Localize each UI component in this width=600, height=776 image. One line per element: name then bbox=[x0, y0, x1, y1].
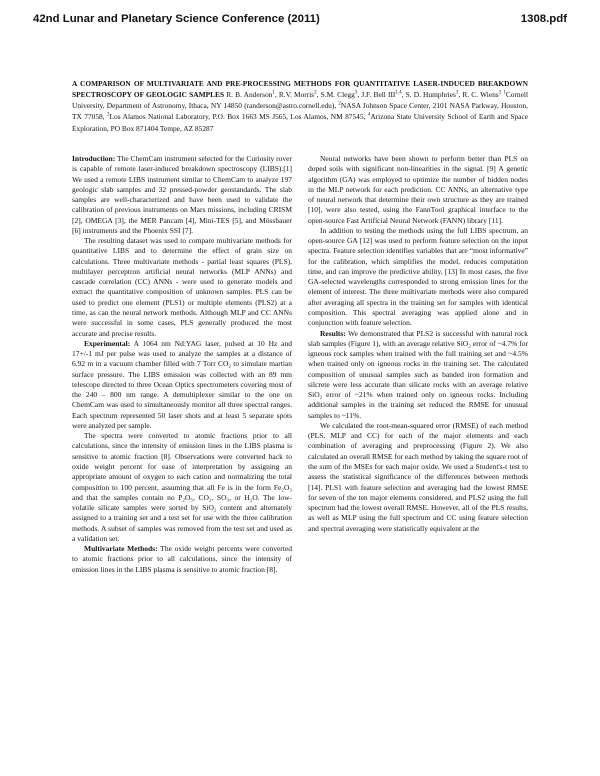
methods-paragraph-2 bbox=[72, 544, 292, 575]
methods-paragraph-1: The spectra were converted to atomic fractions prior to all calculations, since the intensity of emission lines in the LIBS plasma is sensitive to atomic fraction [8]. Observations were converted back to oxide weight percent for ease of interpretation by assigning an appropriate amount of oxygen to each cation and normalizing the total composition to 100 percent, assuming that all Fe is in the form Fe₂O₃ and that the samples contain no P₂O₅, CO₂, SO₃, or H₂O. The low-volatile silicate samples were sorted by SiO₂ content and alternately assigned to a training set and a test set for use with the three calibration methods. A subset of samples was removed from the test set and used as a validation set. bbox=[72, 431, 292, 543]
methods-text: The oxide weight percents were converted to atomic fractions prior to all calculations, since the intensity of emission lines in the LIBS plasma is sensitive to atomic fraction [8]. bbox=[72, 544, 292, 574]
running-header bbox=[33, 13, 567, 29]
affiliation: Arizona State University School of Earth and Space Exploration, PO Box 871404 Tempe, AZ 85287 bbox=[72, 112, 529, 133]
affiliation-mark: 4 bbox=[367, 113, 371, 118]
intro-paragraph-2: The resulting dataset was used to compare multivariate methods for quantitative LIBS and to determine the effect of grain size on calculations. Three multivariate methods - partial least squares (PLS), multilayer perceptron artificial neural networks (MLP ANNs) and cascade correlation (CC) ANNs - were used to generate models and extract the quantitative composition of unknown samples. PLS can be used to predict one element (PLS1) or multiple elements (PLS2) at a time, as can the neural network methods. Although MLP and CC ANNs were successful in some cases, PLS generally produced the most accurate and precise results. bbox=[72, 236, 292, 338]
affiliation-mark: 3 bbox=[354, 90, 358, 96]
affiliation-mark: 2 bbox=[338, 101, 341, 107]
results-paragraph bbox=[308, 329, 528, 421]
affiliation-mark: 3 bbox=[107, 113, 110, 118]
rmse-paragraph: We calculated the root-mean-squared error (RMSE) of each method (PLS, MLP and CC) for each of the major elements and each combination of averaging and preprocessing (Figure 2). We also calculated an overall RMSE for each method by taking the square root of the sum of the MSEs for each major oxide. We used a Student's-t test to assess the statistical significance of the differences between methods [14]. PLS1 with feature selection and averaging had the lowest RMSE for seven of the ten major elements considered, and PLS2 using the full spectrum had the lowest overall RMSE. However, all of the PLS results, as well as MLP using the full spectrum and CC using feature selection and spectral averaging were statistically equivalent at the bbox=[308, 420, 528, 533]
affiliation-mark: 3 bbox=[455, 90, 459, 96]
affiliation-mark: 1 bbox=[272, 90, 275, 96]
experimental-text: A 1064 nm Nd:YAG laser, pulsed at 10 Hz and 17+/-1 mJ per pulse was used to analyze the samples at a distance of 6.92 m in a vacuum chamber filled with 7 Torr CO₂ to simulate martian surface pressure. The LIBS emission was collected with an 89 mm telescope directed to three Ocean Optics spectrometers covering most of the 240 – 800 nm range. A demultiplexer similar to the one on ChemCam was used to simultaneously monitor all three spectral ranges. Each spectrum represented 50 laser shots and at least 5 separate spots were analyzed per sample. bbox=[72, 338, 292, 430]
author: , S. D. Humphries bbox=[401, 90, 456, 100]
results-text: We demonstrated that PLS2 is successful with natural rock slab samples (Figure 1), with an average relative SiO₂ error of ~4.7% for igneous rock samples when trained with the full training set and ~4.5% when trained only on igneous rocks in the training set. The calculated composition of unusual samples such as banded iron formation and silcrete were less accurate than silicate rocks with an average relative SiO₂ error of ~21% when trained only on igneous rocks. Including additional samples in the training set reduced the RMSE for unusual samples to ~11%. bbox=[308, 328, 528, 420]
author: , S.M. Clegg bbox=[316, 90, 355, 100]
body-columns bbox=[72, 154, 528, 575]
affiliation: Cornell University, Department of Astronomy, Ithaca, NY 14850 (randerson@astro.cornell.edu), bbox=[72, 90, 528, 111]
title-block bbox=[72, 78, 528, 134]
affiliation-mark: 2 bbox=[314, 90, 317, 96]
right-column bbox=[308, 154, 528, 575]
author: R. B. Anderson bbox=[226, 90, 273, 100]
paper-id: 1308.pdf bbox=[520, 13, 567, 25]
affiliation: NASA Johnson Space Center, 2101 NASA Parkway, Houston, TX 77058, bbox=[72, 101, 528, 122]
intro-heading: Introduction: bbox=[72, 154, 116, 163]
feature-selection-paragraph: In addition to testing the methods using the full LIBS spectrum, an open-source GA [12] was used to perform feature selection on the input spectra. Feature selection identifies variables that are “most informative” for the calibration, which simplifies the model, reduces computation time, and can improve the predictive ability. [13] In most cases, the five GA-selected wavelengths corresponded to strong emission lines for the element of interest. The three multivariate methods were also compared after averaging all spectra in the training set for samples with identical composition. This spectral averaging was applied alone and in conjunction with feature selection. bbox=[308, 225, 528, 328]
methods-heading: Multivariate Methods: bbox=[84, 544, 158, 554]
conference-name: 42nd Lunar and Planetary Science Conference (2011) bbox=[33, 13, 320, 25]
author: , R.V. Morris bbox=[274, 90, 315, 100]
affiliation-mark: 1 bbox=[503, 90, 506, 96]
left-column bbox=[72, 154, 292, 575]
author: , R. C. Wiens bbox=[458, 90, 499, 100]
author: , J.F. Bell III bbox=[357, 90, 396, 100]
affiliation-mark: 3 bbox=[498, 90, 502, 96]
neural-networks-paragraph: Neural networks have been shown to perform better than PLS on doped soils with significant non-linearities in the signal. [9] A genetic algorithm (GA) was employed to optimize the number of hidden nodes in the MLP network for each prediction. CC ANNs, an alternative type of neural network that determine their own structure as they are trained [10], were also tested, using the FannTool graphical interface to the open-source Fast Artificial Neural Network (FANN) library [11]. bbox=[308, 154, 528, 225]
intro-text: The ChemCam instrument selected for the Curiosity rover is capable of remote laser-induced breakdown spectroscopy (LIBS).[1] We used a remote LIBS instrument similar to ChemCam to analyze 197 geologic slab samples and 32 pressed-powder geostandards. The slab samples are well-characterized and have been used to validate the calibration of previous instruments on Mars missions, including CRISM [2], OMEGA [3], the MER Pancam [4], Mini-TES [5], and Mössbauer [6] instruments and the Phoenix SSI [7]. bbox=[72, 154, 292, 235]
affiliation-mark: 1,4 bbox=[395, 90, 402, 96]
experimental-paragraph bbox=[72, 339, 292, 431]
affiliation: Los Alamos National Laboratory, P.O. Box 1663 MS J565, Los Alamos, NM 87545, bbox=[109, 112, 366, 122]
results-heading: Results: bbox=[320, 328, 346, 338]
paper-title: A COMPARISON OF MULTIVARIATE AND PRE-PROCESSING METHODS FOR QUANTITATIVE LASER-INDUCED BREAKDOWN SPECTROSCOPY OF GEOLOGIC SAMPLES bbox=[72, 79, 528, 100]
experimental-heading: Experimental: bbox=[84, 338, 131, 348]
intro-paragraph bbox=[72, 154, 292, 236]
